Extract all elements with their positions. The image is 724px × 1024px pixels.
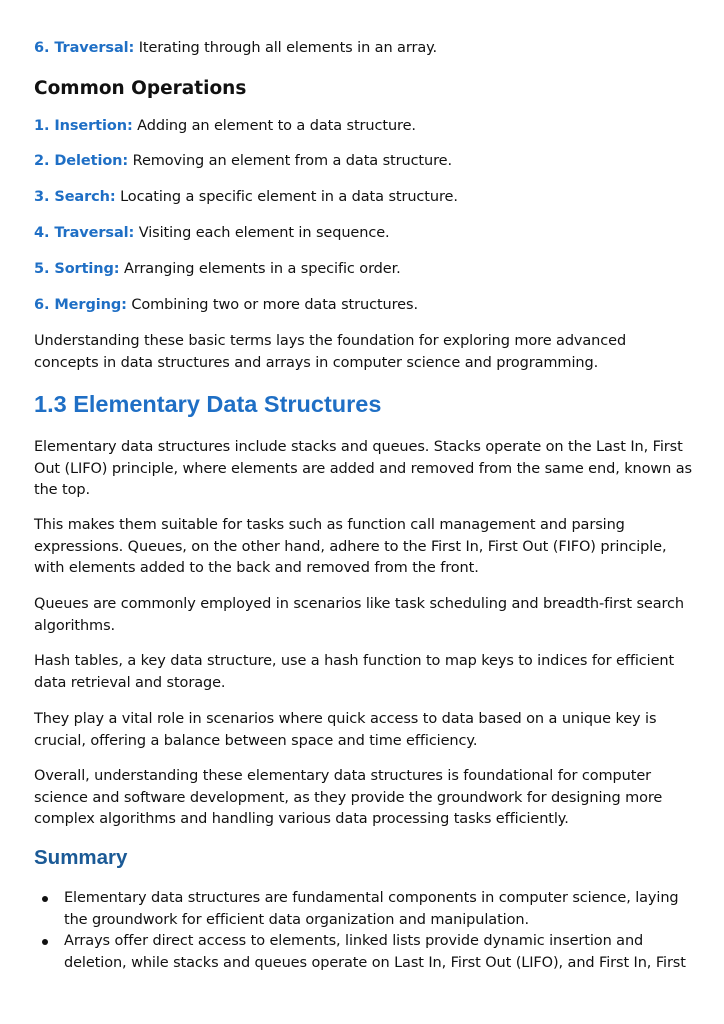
paragraph: They play a vital role in scenarios where quick access to data based on a unique key is crucial, offering a balance between space and time efficiency. xyxy=(34,711,657,749)
paragraph: Queues are commonly employed in scenarios like task scheduling and breadth-first search algorithms. xyxy=(34,596,685,634)
closing-paragraph: Understanding these basic terms lays the foundation for exploring more advanced concepts in data structures and arrays in computer science and programming. xyxy=(34,333,627,371)
list-item xyxy=(34,223,694,245)
item-text: Adding an element to a data structure. xyxy=(132,118,416,134)
summary-heading: Summary xyxy=(34,846,128,869)
list-item xyxy=(34,259,694,281)
item-text: Combining two or more data structures. xyxy=(126,297,418,313)
item-text: Removing an element from a data structure. xyxy=(128,153,452,169)
item-text: Iterating through all elements in an array. xyxy=(134,40,438,56)
item-text: Visiting each element in sequence. xyxy=(134,225,390,241)
item-label: 6. Traversal: xyxy=(34,40,135,56)
paragraph: Hash tables, a key data structure, use a hash function to map keys to indices for efficient data retrieval and storage. xyxy=(34,653,675,691)
list-item xyxy=(34,116,694,138)
list-item xyxy=(34,295,694,317)
item-label: 1. Insertion: xyxy=(34,118,133,134)
bullet-text: Arrays offer direct access to elements, linked lists provide dynamic insertion and deletion, while stacks and queues operate on Last In, First Out (LIFO), and First In, First xyxy=(64,933,686,971)
bullet-item xyxy=(34,888,694,931)
bullet-icon xyxy=(42,939,48,945)
bullet-item xyxy=(34,931,694,974)
paragraph: Overall, understanding these elementary data structures is foundational for computer science and software development, as they provide the groundwork for designing more complex algorithms and handling various data processing tasks efficiently. xyxy=(34,768,663,827)
item-text: Locating a specific element in a data structure. xyxy=(115,189,458,205)
item-label: 4. Traversal: xyxy=(34,225,135,241)
item-label: 5. Sorting: xyxy=(34,261,120,277)
paragraph: This makes them suitable for tasks such as function call management and parsing expressions. Queues, on the other hand, adhere to the First In, First Out (FIFO) principle, with elements added to the back and removed from the front. xyxy=(34,517,667,576)
list-item xyxy=(34,38,694,60)
bullet-icon xyxy=(42,896,48,902)
item-label: 3. Search: xyxy=(34,189,116,205)
paragraph: Elementary data structures include stacks and queues. Stacks operate on the Last In, First Out (LIFO) principle, where elements are added and removed from the same end, known as the top. xyxy=(34,439,692,498)
item-text: Arranging elements in a specific order. xyxy=(119,261,401,277)
item-label: 6. Merging: xyxy=(34,297,127,313)
section-heading: Common Operations xyxy=(34,78,247,99)
item-label: 2. Deletion: xyxy=(34,153,129,169)
list-item xyxy=(34,151,694,173)
chapter-heading: 1.3 Elementary Data Structures xyxy=(34,391,382,417)
list-item xyxy=(34,187,694,209)
bullet-text: Elementary data structures are fundamental components in computer science, laying the groundwork for efficient data organization and manipulation. xyxy=(64,890,679,928)
